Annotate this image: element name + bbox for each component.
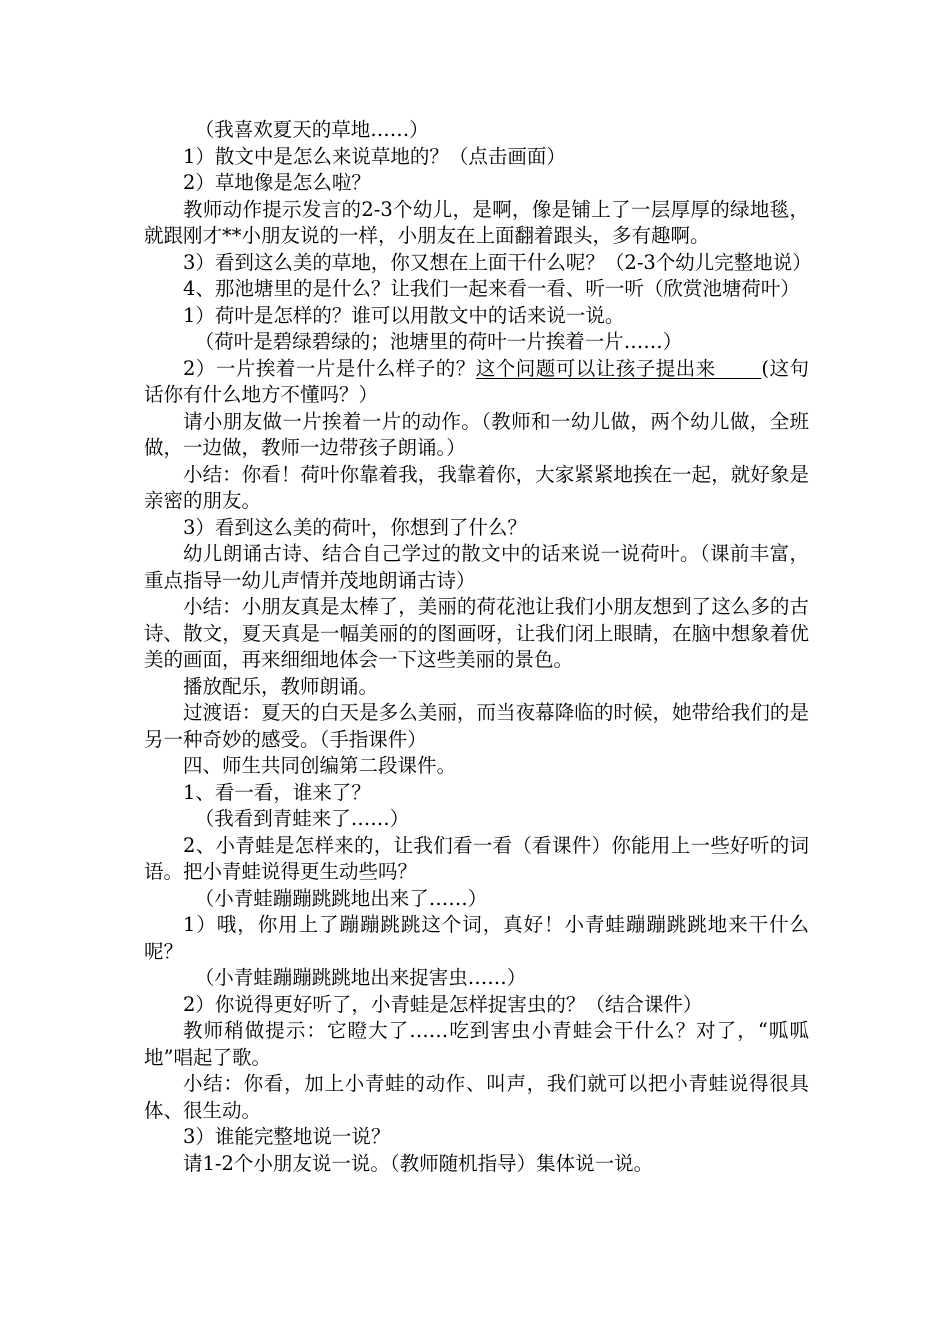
question-text: 2）一片挨着一片是什么样子的？ — [183, 356, 476, 380]
paragraph: 小结：你看！荷叶你靠着我，我靠着你，大家紧紧地挨在一起，就好象是亲密的朋友。 — [144, 462, 809, 512]
paragraph: 小结：小朋友真是太棒了，美丽的荷花池让我们小朋友想到了这么多的古诗、散文，夏天真是一幅美丽的的图画呀，让我们闭上眼睛，在脑中想象着优美的画面，再来细细地体会一下这些美丽的景色。 — [144, 595, 809, 671]
paragraph: 3）看到这么美的草地，你又想在上面干什么呢？（2-3个幼儿完整地说） — [183, 250, 812, 274]
paragraph: 过渡语：夏天的白天是多么美丽，而当夜幕降临的时候，她带给我们的是另一种奇妙的感受。（手指课件） — [144, 701, 809, 751]
paragraph: 3）谁能完整地说一说？ — [183, 1125, 391, 1148]
paragraph: 1）散文中是怎么来说草地的？（点击画面） — [183, 144, 566, 168]
paragraph: 3）看到这么美的荷叶，你想到了什么？ — [183, 515, 527, 539]
question-followup: (这句话你有什么地方不懂吗？） — [144, 356, 809, 406]
paragraph: 2）草地像是怎么啦？ — [183, 171, 371, 194]
paragraph: （小青蛙蹦蹦跳跳地出来捉害虫……） — [194, 966, 527, 989]
paragraph: 请小朋友做一片挨着一片的动作。（教师和一幼儿做，两个幼儿做，全班做，一边做，教师一边带孩子朗诵。） — [144, 409, 809, 459]
section-heading: 四、师生共同创编第二段课件。 — [183, 754, 457, 777]
paragraph: （小青蛙蹦蹦跳跳地出来了……） — [194, 886, 488, 910]
paragraph: 1、看一看，谁来了？ — [183, 780, 371, 804]
paragraph: 教师稍做提示：它瞪大了……吃到害虫小青蛙会干什么？对了，“呱呱地”唱起了歌。 — [144, 1019, 809, 1069]
document-page — [144, 117, 812, 1177]
paragraph: 2、小青蛙是怎样来的，让我们看一看（看课件）你能用上一些好听的词语。把小青蛙说得更生动些吗？ — [144, 833, 809, 883]
paragraph: 教师动作提示发言的2-3个幼儿，是啊，像是铺上了一层厚厚的绿地毯，就跟刚才**小朋友说的一样，小朋友在上面翻着跟头，多有趣啊。 — [144, 197, 809, 247]
paragraph: （我看到青蛙来了……） — [194, 807, 410, 830]
paragraph: 1）哦，你用上了蹦蹦跳跳这个词，真好！小青蛙蹦蹦跳跳地来干什么呢？ — [144, 913, 809, 963]
paragraph: （荷叶是碧绿碧绿的；池塘里的荷叶一片挨着一片……） — [194, 330, 683, 353]
underlined-note: 这个问题可以让孩子提出来 — [475, 356, 716, 380]
underlined-space — [716, 357, 762, 380]
paragraph: 播放配乐，教师朗诵。 — [183, 674, 379, 698]
paragraph: （我喜欢夏天的草地……） — [194, 118, 429, 141]
paragraph: 幼儿朗诵古诗、结合自己学过的散文中的话来说一说荷叶。（课前丰富，重点指导一幼儿声情并茂地朗诵古诗） — [144, 542, 809, 592]
paragraph: 小结：你看，加上小青蛙的动作、叫声，我们就可以把小青蛙说得很具体、很生动。 — [144, 1072, 809, 1122]
paragraph: 2）你说得更好听了，小青蛙是怎样捉害虫的？（结合课件） — [183, 992, 703, 1016]
paragraph: 请1-2个小朋友说一说。（教师随机指导）集体说一说。 — [183, 1151, 654, 1175]
paragraph-with-annotation — [144, 356, 809, 409]
paragraph: 1）荷叶是怎样的？谁可以用散文中的话来说一说。 — [183, 303, 625, 327]
paragraph: 4、那池塘里的是什么？让我们一起来看一看、听一听（欣赏池塘荷叶） — [183, 277, 800, 300]
